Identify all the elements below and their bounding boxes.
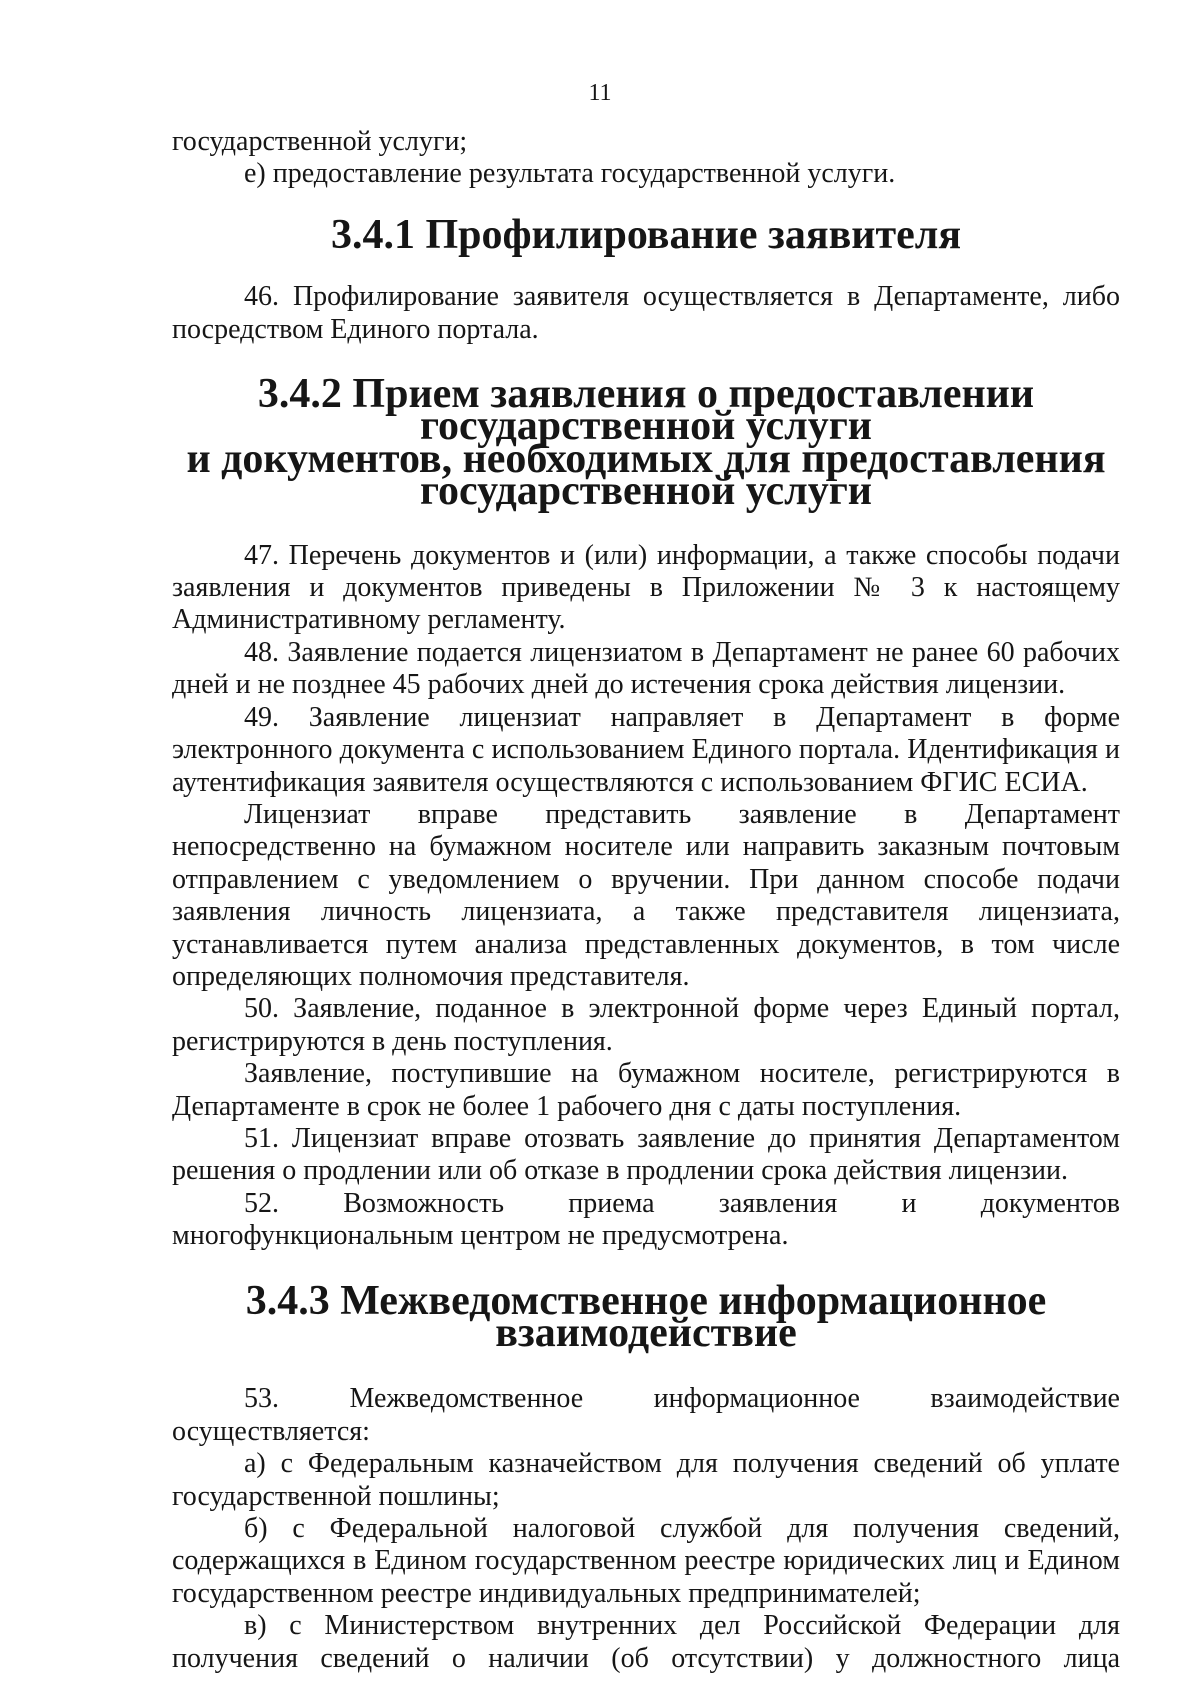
document-body (172, 126, 1120, 1675)
paragraph-50: 50. Заявление, поданное в электронной форме через Единый портал, регистрируются в день поступления. (172, 993, 1120, 1057)
section-heading-3-4-2-line1: 3.4.2 Прием заявления о предоставлении государственной услуги (257, 371, 1035, 450)
list-item-a: а) с Федеральным казначейством для получения сведений об уплате государственной пошлины; (172, 1448, 1120, 1512)
paragraph-48: 48. Заявление подается лицензиатом в Департамент не ранее 60 рабочих дней и не позднее 45 рабочих дней до истечения срока действия лицензии. (172, 636, 1120, 701)
list-item-v: в) с Министерством внутренних дел Российской Федерации для получения сведений о наличии (об отсутствии) у должностного лица (172, 1610, 1120, 1674)
section-heading-3-4-3: 3.4.3 Межведомственное информационное взаимодействие (245, 1277, 1047, 1356)
paragraph-49: 49. Заявление лицензиат направляет в Департамент в форме электронного документа с использованием Единого портала. Идентификация и аутентификация заявителя осуществляются с использованием ФГИС ЕСИА. (172, 701, 1120, 798)
paragraph-46: 46. Профилирование заявителя осуществляется в Департаменте, либо посредством Единого портала. (172, 281, 1120, 345)
paragraph-52: 52. Возможность приема заявления и документов многофункциональным центром не предусмотрена. (172, 1187, 1120, 1252)
section-heading-3-4-1: 3.4.1 Профилирование заявителя (330, 211, 962, 258)
paragraph-53: 53. Межведомственное информационное взаимодействие осуществляется: (172, 1383, 1120, 1447)
section-heading-3-4-2 (172, 371, 1120, 515)
paragraph-50-continued: Заявление, поступившие на бумажном носителе, регистрируются в Департаменте в срок не более 1 рабочего дня с даты поступления. (172, 1058, 1120, 1122)
page-number: 11 (588, 80, 612, 106)
paragraph-47: 47. Перечень документов и (или) информации, а также способы подачи заявления и документов приведены в Приложении № 3 к настоящему Административному регламенту. (172, 539, 1120, 636)
paragraph-49-continued: Лицензиат вправе представить заявление в Департамент непосредственно на бумажном носителе или направить заказным почтовым отправлением с уведомлением о вручении. При данном способе подачи заявления личность лицензиата, а также представителя лицензиата, устанавливается путем анализа представленных документов, в том числе определяющих полномочия представителя. (172, 798, 1120, 992)
continuation-text: государственной услуги; (172, 126, 468, 157)
section-heading-3-4-2-line2: и документов, необходимых для предоставления государственной услуги (186, 435, 1106, 515)
list-item-e: е) предоставление результата государственной услуги. (244, 158, 896, 190)
list-item-b: б) с Федеральной налоговой службой для получения сведений, содержащихся в Едином государственном реестре юридических лиц и Едином государственном реестре индивидуальных предпринимателей; (172, 1513, 1120, 1609)
paragraph-51: 51. Лицензиат вправе отозвать заявление до принятия Департаментом решения о продлении или об отказе в продлении срока действия лицензии. (172, 1122, 1120, 1187)
